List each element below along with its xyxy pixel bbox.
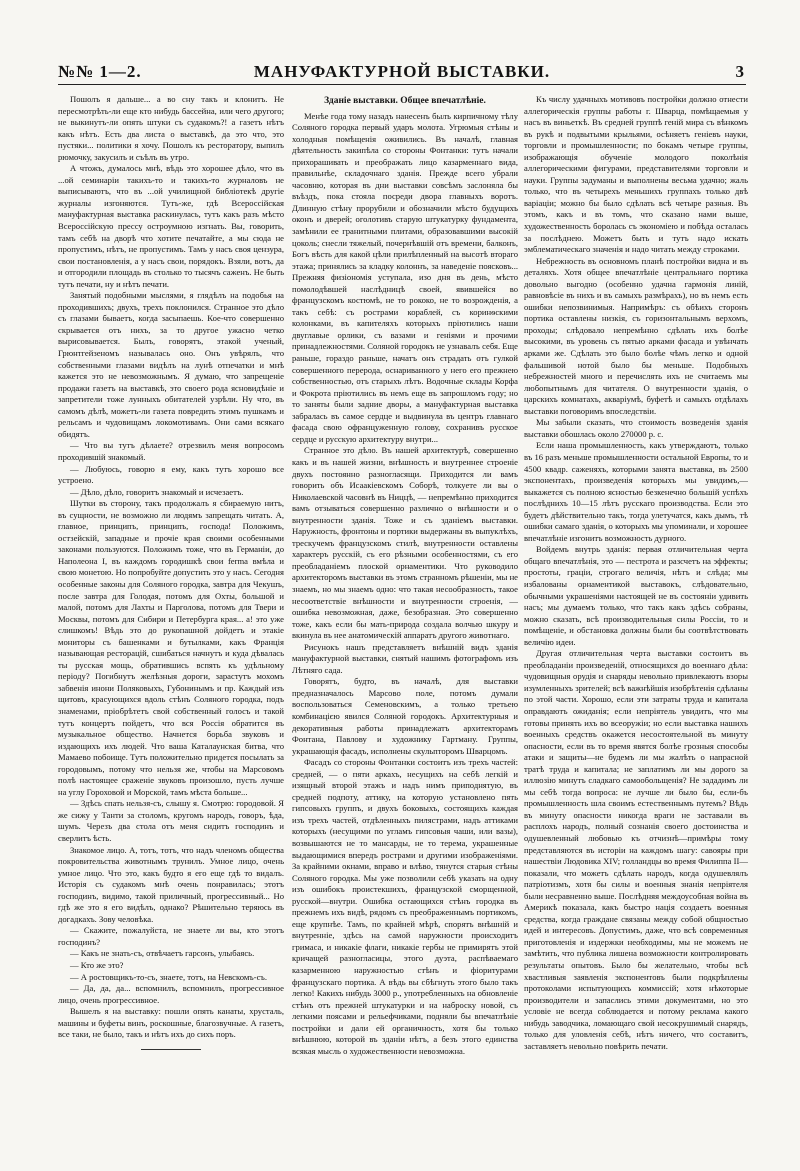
page-header xyxy=(58,60,746,85)
page-title: МАНУФАКТУРНОЙ ВЫСТАВКИ. xyxy=(253,62,551,81)
paragraph: — Кто же это? xyxy=(70,960,124,971)
end-rule xyxy=(141,1049,201,1050)
paragraph: — Любуюсь, говорю я ему, какъ тутъ хорошо все устроено. xyxy=(58,463,284,486)
paragraph: — Дѣло, дѣло, говоритъ знакомый и исчезаетъ. xyxy=(70,486,244,497)
paragraph: Занятый подобными мыслями, я глядѣлъ на подобья на проходившихъ; двухъ, трехъ поклонился. Странное это дѣло съ глазами бываетъ, когда засыпаешь. Кое-что совершенно скрывается отъ нихъ, за то другое ужасно четко вырисовывается. Былъ, говорятъ, этакой ученый, Грюнтгейзеномъ называлась оно. Онъ увѣрялъ, что собственными глазами видѣлъ на лунѣ отпечатки и мнѣ кажется это не невозможнымъ. Я думаю, что запрещеніе продажи газетъ на выставкѣ, это своего рода ясновидѣніе и запретители тоже лунныхъ обитателей узрѣли. Ну что, въ самомъ дѣлѣ, можетъ-ли газета повредить этимъ пушкамъ и рельсамъ и чудовищамъ локомотивамъ. Они сами всякаго обидятъ. xyxy=(58,290,284,439)
text-column-right xyxy=(524,94,748,1144)
paragraph: — Да, да, да... вспомнилъ, вспомнилъ, прогрессивное лицо, очень прогрессивное. xyxy=(58,983,284,1005)
paragraph: Рисунокъ нашъ представляетъ внѣшній видъ зданія мануфактурной выставки, снятый нашимъ фотографомъ изъ Лѣтняго сада. xyxy=(292,641,518,675)
paragraph: Другая отличительная черта выставки состоитъ въ преобладаніи произведеній, относящихся до военнаго дѣла: чудовищныя орудія и снаряды невольно привлекаютъ взоры изумленныхъ зрителей; всѣ важнѣйшія изобрѣтенія сдѣланы по этой части. Хорошо, если эти затраты труда и капитала оправдаютъ ожиданія; если непріятель увидитъ, что мы готовы принять ихъ во всеоружіи; но если выставка нашихъ военныхъ средствъ окажется несостоятельной въ минуту опасности, если въ то время явятся болѣе грозныя способы атаки и защиты—не будемъ ли мы жалѣть о напрасной тратѣ труда и капитала; не заплатимъ ли мы дорого за иллюзію минутъ сладкаго самообольщенія? Не зададимъ ли мы себѣ тогда вопроса: не лучше ли было бы, если-бъ промышленность шла своимъ естественнымъ путемъ? Вѣдь въ минуту опасности никогда враги не заставали въ расплохъ народъ, полный сознанія своего достоинства и одушевленный любовью къ отчизнѣ—примѣры тому представляются въ исторіи на каждомъ шагу: савояры при нашествіи Людовика XIV; голландцы во время Филиппа II—показали, что можетъ сдѣлать народъ, когда одушевлялъ патріотизмъ, хотя бы силы и военныя знанія непріятеля были несравненно выше. Послѣдняя междоусобная война въ Америкѣ показала, какъ быстро нація создаетъ военныя средства, когда граждане связаны между собой общностью идей и интересовъ. Допустимъ, даже, что всѣ современныя приготовленія и издержки необходимы, мы не можемъ не замѣтить, что публика лишена возможности контролировать результаты опытовъ. Было бы желательно, чтобы всѣ хвастливыя заявленія экспонентовъ были подкрѣплены протоколами испытующихъ коммиссій; хотя нѣкоторые производители и запаслись этими документами, но это условіе не всегда соблюдается и потому реклама какого нибудь заводчика, ломающаго свой несокрушимый снарядъ, только для уловленія себѣ, нѣтъ ничего, что составитъ, заставляетъ невольно повѣрить печати. xyxy=(524,648,748,1051)
issue-number: №№ 1—2. xyxy=(58,62,142,81)
paragraph: Къ числу удачныхъ мотивовъ постройки должно отнести аллегорическія группы работы г. Шварца, помѣщаемыя у насъ въ виньеткѣ. Въ средней группѣ геній мира съ вѣнкомъ въ рукѣ и подвытыми крыльями, осѣняетъ геніевъ науки, торговли и промышленности; по бокамъ четыре группы, изображающія обученіе молодого поколѣнія аллегорическими фигурами, представителями торговли и науки. Группы задуманы и выполнены весьма удачно; жаль только, что въ четырехъ меньшихъ группахъ только двѣ варіаціи; можно бы было сдѣлать всѣ четыре разныя. Въ этомъ, какъ и въ томъ, что сказано нами выше, художественность боролась съ экономіею и побѣда осталась за послѣднею. Можетъ быть и тутъ надо искать эмблематическаго значенія и надо читать между строками. xyxy=(524,94,748,255)
paragraph: Знакомое лицо. А, тотъ, тотъ, что надъ членомъ общества покровительства животнымъ трунилъ. Умное лицо, очень умное лицо. Что это, какъ будто я его еще гдѣ то видалъ. Исторія съ судакомъ мнѣ очень понравилась; этотъ господинъ, видимо, такой приличный, прогрессивный... Но гдѣ же это я его видѣлъ, однако? Рѣшительно теряюсь въ догадкахъ. Зову человѣка. xyxy=(58,844,284,924)
paragraph: — Какъ не знать-съ, отвѣчаетъ гарсонъ, улыбаясь. xyxy=(70,948,255,959)
paragraph: Странное это дѣло. Въ нашей архитектурѣ, совершенно какъ и въ нашей жизни, внѣшность и внутреннее строеніе двухъ постоянно разногласящи. Приходится ли вамъ говорить объ Исаакіевскомъ Соборѣ, толкуете ли вы о Николаевской часовнѣ въ Ниццѣ, — непремѣнно приходится вамъ отзываться совершенно различно о внѣшности и о внутренности зданія. Тоже и съ зданіемъ выставки. Наружность, фронтоны и портики выдержаны въ выпуклѣхъ, трескучемъ французскомъ стилѣ, внутренности оставлены характеръ русскій, съ его рѣзными особенностями, съ его преобладаніемъ плоской орнаментики. Что руководило архитекторомъ выставки въ этомъ странномъ рѣшеніи, мы не знаемъ, но мы знаемъ одно: что такая несообразность, такое несоответствіе внѣшности и внутренности строенія, — ошибка невозможная, даже, безобразная. Это совершенно тоже, какъ если бы мать-природа создала волчью шкуру и вкинула въ нее анатомическій аппаратъ другого животнаго. xyxy=(292,445,518,641)
paragraph: Небрежность въ основномъ планѣ постройки видна и въ деталяхъ. Хотя общее впечатлѣніе центральнаго портика довольно выгодно (особенно удачна гармонія линій, равновѣсіе въ нихъ и въ самыхъ размѣрахъ), но въ немъ есть ошибки непозвинимыя. Напримѣръ: съ обѣихъ сторонъ портика оставлены низкія, съ горизонтальнымъ верхомъ, проходы; слѣдовало непремѣнно сдѣлать ихъ болѣе высокими, въ уровень съ пятью арками фасада и увѣнчать арками же. Сдѣлать это было болѣе чѣмъ легко и одной фальшивой нотой было бы меньше. Подобныхъ небрежностей много и перечислять ихъ не считаемъ мы любопытнымъ для читателя. О внутренности зданія, о царскихъ комнатахъ, акваріумѣ, буфетѣ и самыхъ отдѣлахъ выставки поговоримъ впоследствіи. xyxy=(524,255,748,416)
paragraph: Вышелъ я на выставку: пошли опять канаты, хрусталь, машины и буфеты винъ, роскошные, благозвучные. А газетъ, все таки, не было, такъ и нѣтъ ихъ до сихъ поръ. xyxy=(58,1006,284,1040)
text-column-middle xyxy=(292,94,518,1144)
text-column-left xyxy=(58,94,284,1144)
paragraph: Говорятъ, будто, въ началѣ, для выставки предназначалось Марсово поле, потомъ думали воспользоваться Семеновскимъ, а только третьею комбинацією явился Соляной городокъ. Архитектурныя и декоративныя работы принадлежатъ архитекторамъ Фонтана, Павлову и художнику Гартману. Группы, украшающія фасадъ, исполнены скульпторомъ Шварцомъ. xyxy=(292,676,518,756)
paragraph: — Что вы тутъ дѣлаете? отрезвилъ меня вопросомъ проходившій знакомый. xyxy=(58,440,284,462)
paragraph: — А ростовщикъ-то-съ, знаете, тотъ, на Невскомъ-съ. xyxy=(70,971,268,982)
paragraph: Шутки въ сторону, такъ продолжалъ я сбираемую нитъ, въ сущности, не возможно ли людямъ запрещать читать. А, главное, принципъ, принципъ, господа! Положимъ, остзейскій, западные и прочіе края своими особенными законами пользуются. Положимъ тоже, что въ Германіи, до Наполеона I, въ каждомъ городишкѣ свои ferma вмѣла и свою монетою. Но попробуйте допустить это у насъ. Сегодня особенные законы для Соляного городка, завтра для Чекушъ, после завтра для Голодая, потомъ для Охты, большой и малой, потомъ для Лахты и Парголова, потомъ для Твери и Москвы, потомъ для Сибири и Петербурга края... а! это уже слишкомъ! Вѣдь это до рукопашной дойдетъ и этакіе мониторы съ башенками и бутылками, какъ Франція называющая ресторацій, сшибаться начнутъ и куда дѣвалась ты русская мощь, обратившись вспять къ удѣльному періоду? Погибнутъ желѣзныя дороги, зарастутъ мохомъ забвенія инони Поляковыхъ, Губонинымъ и пр. Каждый изъ щитовъ, красующихся вдоль стѣнъ Соляного городка, подъ знаменами, пріобрѣтетъ свой собственный голосъ и такой тутъ концертъ пойдетъ, что вся Россія обратится въ музыкальное общество. Начнется борьба звуковъ и издающихъ ихъ людей. Что ваша Каталаунская битва, что Мамаево побоище. Тутъ положительно придется посылать за городовымъ, потому что нельзя же, чтобы на Марсовомъ полѣ настоящее сраженіе звуковъ произошло, пусть лучше на углу Гороховой и Морской, тамъ мѣста больше... xyxy=(58,498,284,797)
paragraph: Менѣе года тому назадъ нанесенъ былъ кирпичному тѣлу Соляного городка первый ударъ молота. Угрюмыя стѣны и холодныя помѣщенія оживились. Въ началѣ, главная дѣятельность закипѣла со стороны Фонтанки: тутъ начали прихорашивать и преображать лицо казарменнаго вида, правильнѣе, складочнаго зданія. Прежде всего убрали часовню, которая въ дни выставки совсѣмъ заслоняла бы въѣздъ, пока стояла посреди двора главныхъ воротъ. Длинную стѣну прорубили и обозначили мѣсто будущихъ оконъ и дверей; оголотивъ старую штукатурку фундамента, замѣнили ее гранитными плитами, образовавшими высокій цоколь; снесли тяжелый, почернѣвшій отъ времени, балконъ, Богъ вѣсть для какой цѣли прилѣпленный на высотѣ втораго этажа; принялись за кладку колоннъ, за наведеніе поясковъ... Прежняя физіономія уступала, изо дня въ день, мѣсто помолодѣвшей наслѣдницѣ своей, явившейся во французскомъ костюмѣ, не то рококо, не то возрожденія, а такъ себѣ: съ рострами кораблей, съ коринѳскими колонками, въ капителяхъ которыхъ пріютились наши двуглавые орлики, съ вазами и геніями и прочими принадлежностями. Соляной городокъ не узнавалъ себя. Еще раньше, гораздо раньше, начатъ онъ страдать отъ гулкой совершенного перерода, оснариванного у него его прежнею собственностью, отъ старыхъ лѣтъ. Водочные склады Корфа и Фокрота пріютились въ немъ еще въ запрошломъ году; но то заняты были задние дворы, а мануфактурная выставка забралась въ самое сердце и выдвинула въ центръ главнаго фасада свою офранцуженную голову, сохранивъ русское сердце и русскую архитектуру внутри... xyxy=(292,110,518,444)
page-number: 3 xyxy=(735,62,744,81)
paragraph: Если наша промышленность, какъ утверждаютъ, только въ 16 разъ меньше промышленности остальной Европы, то и 4500 квадр. саженяхъ, которыми занята выставка, въ 2500 экспонентахъ, произведенія которыхъ мы увидимъ,—выкажется съ полною ясностью безкенечно большій успѣхъ послѣднихъ 10—15 лѣтъ русскаго производства. Если это будетъ дѣйствительно такъ, тогда улетучатся, какъ дымъ, тѣ ошибки самаго зданія, о которыхъ мы упоминали, и хорошее впечатлѣніе изгонитъ возможность дурного. xyxy=(524,440,748,543)
paragraph: Фасадъ со стороны Фонтанки состоитъ изъ трехъ частей: средней, — о пяти аркахъ, несущихъ на себѣ легкій и изящный второй этажъ и надъ нимъ приподнятую, въ средней подпоту, аттику, на которую установлено пять гипсовыхъ группъ, и двухъ боковыхъ, состоящихъ каждая изъ трехъ частей, отдѣленныхъ пилястрами, надъ аттиками которыхъ (несущими по угламъ гипсовыя чаши, или вазы), возвышаются не то мансарды, не то терема, украшенные выдающимися впередъ рострами и другими изображеніями. За крайними окнами, вправо и влѣво, тянутся старыя стѣны Соляного городка. Мы уже позволили себѣ указать на одну изъ ошибокъ проистекшихъ, французской сморщенной, русской—внутри. Ошибка остающихся стѣнъ городка въ прежнемъ ихъ видѣ, рядомъ съ преображеннымъ портикомъ, еще крупнѣе. Тамъ, по крайней мѣрѣ, спорятъ внѣшній и внутренніе, здѣсь на самой наружности происходитъ гримаса, и никакіе флаги, никакіе гербы не примирятъ этой кричащей разногласицы, этого дуэта, распѣваемаго казарменною наружностью стѣнъ и фіоритурами французскаго портика. А вѣдь вы сбѣгнуть этого было такъ легко! Какихъ нибудь 3000 р., употребленныхъ на обновленіе стѣнъ отъ прежней штукатурки и на наброску новой, съ легкими поясами и рельефчиками, подняли бы впечатлѣніе постройки и дали ей органичность, хотя бы только внѣшнюю, которой въ зданіи нѣтъ, а безъ этого единства всякая мысль о художественности невозможна. xyxy=(292,757,518,1056)
paragraph: — Скажите, пожалуйста, не знаете ли вы, кто этотъ господинъ? xyxy=(58,925,284,947)
paragraph: — Здѣсь спать нельзя-съ, слышу я. Смотрю: городовой. Я же сижу у Танти за столомъ, кругомъ народъ, говоръ, ѣда, шумъ. Черезъ два стола отъ меня сидитъ господинъ и сверлитъ ѣсть. xyxy=(58,798,284,843)
paragraph: Пошолъ я дальше... а во сну такъ и клонитъ. Не пересмотрѣть-ли еще кто нибудь бассейна, или чего другого; не выкинутъ-ли опять штуки съ судакомъ?! а газетъ нѣтъ какъ нѣтъ. Есть два листа о выставкѣ, да это что, это пустяки... политики я хочу. Пошолъ къ ресторатору, выпилъ рюмочку, закусилъ и съѣлъ въ утро. xyxy=(58,94,284,162)
paragraph: Мы забыли сказать, что стоимость возведенія зданія выставки обошлась около 270000 р. с. xyxy=(524,417,748,439)
paragraph: Войдемъ внутрь зданія: первая отличительная черта общаго впечатлѣнія, это — пестрота и разсчетъ на эффекты; простоты, граціи, строгаго величія, нѣтъ и слѣда; мы избалованы орнаментикой выставокъ, слѣдовательно, обычными украшеніями настоящей не въ состояніи удивить насъ; мы думаемъ только, что такъ какъ здѣсь собраны, можно сказать, всѣ производительныя силы Россіи, то и помѣщеніе, и обстановка должны были бы соотвѣтствовать величію идеи. xyxy=(524,544,748,647)
paragraph: А чтожъ, думалось мнѣ, вѣдь это хорошее дѣло, что въ ...ой семинаріи такихъ-то и такихъ-то журналовъ не выписываютъ, что въ ...ой училищной библіотекѣ другіе журналы изгоняются. Тутъ-же, гдѣ Всероссійская мануфактурная выставка раскинулась, тутъ какъ разъ мѣсто Всероссійскую прессу остроумною изгнать. Вы, говорить, тамъ себѣ на дворѣ что хотите печатайте, а мы сюда не пропустимъ, нѣтъ, не пропустимъ. Тамъ у насъ своя цензура, свои постановленія, а у насъ свои, порядокъ. Взяли, вотъ, да и отгородили площадь въ столько то тысячъ саженъ. Не быть тутъ печати, ну и нѣтъ печати. xyxy=(58,163,284,289)
section-title: Зданіе выставки. Общее впечатлѣніе. xyxy=(324,96,486,106)
